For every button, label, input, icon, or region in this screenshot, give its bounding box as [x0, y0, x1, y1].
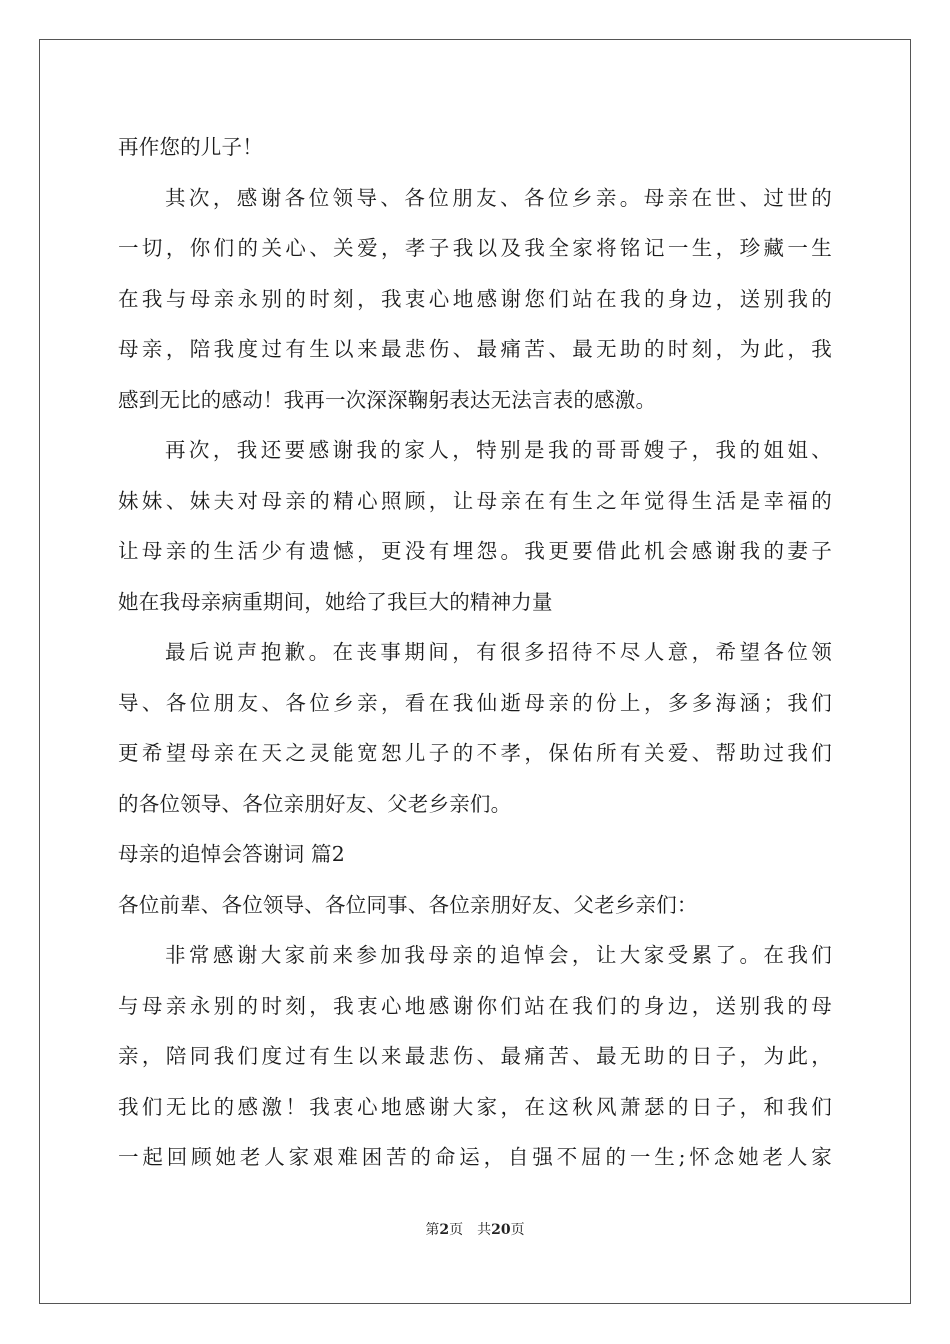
paragraph-line: 最后说声抱歉。在丧事期间，有很多招待不尽人意，希望各位领 — [165, 640, 832, 664]
paragraph-line: 亲，陪同我们度过有生以来最悲伤、最痛苦、最无助的日子，为此， — [118, 1044, 832, 1068]
current-page-number: 2 — [439, 1222, 450, 1238]
page-unit: 页 — [449, 1222, 464, 1238]
paragraph-line: 与母亲永别的时刻，我衷心地感谢你们站在我们的身边，送别我的母 — [118, 993, 832, 1018]
paragraph-line: 的各位领导、各位亲朋好友、父老乡亲们。 — [118, 791, 512, 816]
paragraph-line: 感到无比的感动！我再一次深深鞠躬表达无法言表的感激。 — [118, 387, 657, 412]
paragraph-line: 其次，感谢各位领导、各位朋友、各位乡亲。母亲在世、过世的 — [165, 185, 832, 210]
paragraph-line: 我们无比的感激！我衷心地感谢大家，在这秋风萧瑟的日子，和我们 — [118, 1094, 832, 1119]
salutation-line: 各位前辈、各位领导、各位同事、各位亲朋好友、父老乡亲们： — [118, 892, 698, 917]
paragraph-line: 再作您的儿子！ — [118, 135, 263, 159]
page-footer — [0, 1219, 950, 1239]
paragraph-line: 一切，你们的关心、关爱，孝子我以及我全家将铭记一生，珍藏一生 — [118, 236, 832, 260]
paragraph-line: 一起回顾她老人家艰难困苦的命运，自强不屈的一生;怀念她老人家 — [118, 1145, 832, 1169]
paragraph-line: 妹妹、妹夫对母亲的精心照顾，让母亲在有生之年觉得生活是幸福的 — [118, 488, 832, 513]
paragraph-line: 母亲，陪我度过有生以来最悲伤、最痛苦、最无助的时刻，为此，我 — [118, 337, 832, 361]
document-body — [118, 122, 832, 1183]
paragraph-line: 导、各位朋友、各位乡亲，看在我仙逝母亲的份上，多多海涵；我们 — [118, 690, 832, 715]
total-page-count: 20 — [491, 1222, 511, 1238]
paragraph-line: 再次，我还要感谢我的家人，特别是我的哥哥嫂子，我的姐姐、 — [165, 438, 832, 462]
page-prefix: 第 — [425, 1222, 440, 1238]
paragraph-line: 非常感谢大家前来参加我母亲的追悼会，让大家受累了。在我们 — [165, 943, 832, 967]
paragraph-line: 让母亲的生活少有遗憾，更没有埋怨。我更要借此机会感谢我的妻子 — [118, 539, 832, 563]
paragraph-line: 她在我母亲病重期间，她给了我巨大的精神力量 — [118, 589, 553, 614]
total-prefix: 共 — [477, 1222, 492, 1238]
paragraph-line: 在我与母亲永别的时刻，我衷心地感谢您们站在我的身边，送别我的 — [118, 286, 832, 311]
section-heading: 母亲的追悼会答谢词 篇2 — [118, 842, 345, 866]
total-unit: 页 — [510, 1222, 525, 1238]
paragraph-line: 更希望母亲在天之灵能宽恕儿子的不孝，保佑所有关爱、帮助过我们 — [118, 741, 832, 765]
